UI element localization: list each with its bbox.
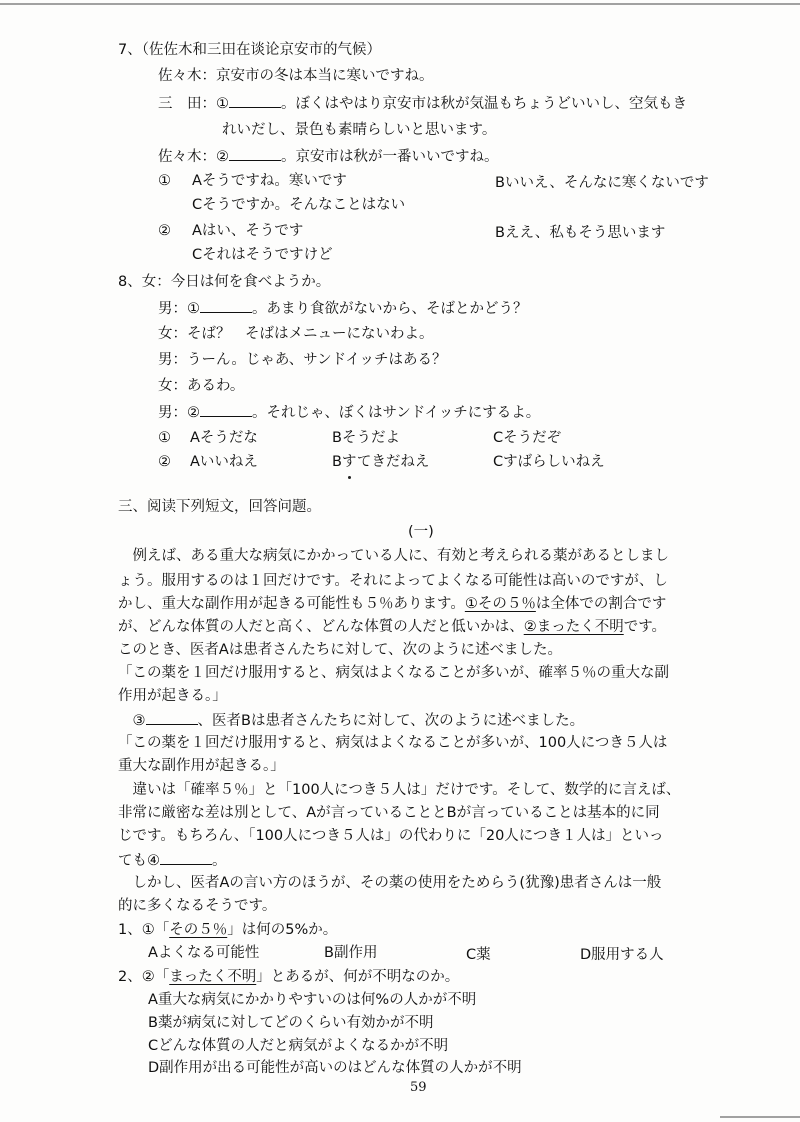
passage-line: ③ 、医者Bは患者さんたちに対して、次のように述べました。 — [118, 710, 584, 731]
q8-line-5: 女：あるわ。 — [158, 378, 245, 394]
q1-option-d[interactable]: D服用する人 — [580, 947, 664, 963]
scan-speck — [348, 476, 351, 479]
answer-blank-3[interactable] — [200, 298, 252, 313]
passage-line: 「この薬を１回だけ服用すると、病気はよくなることが多いが、確率５％の重大な副 — [118, 665, 669, 681]
passage-line: 例えば、ある重大な病気にかかっている人に、有効と考えられる薬があるとしまし — [118, 548, 669, 564]
q2-option-d[interactable]: D副作用が出る可能性が高いのはどんな体質の人かが不明 — [148, 1060, 522, 1076]
question-1-underlined: その５％ — [169, 922, 228, 938]
passage-line: しかし、医者Aの言い方のほうが、その薬の使用をためらう(犹豫)患者さんは一般 — [118, 875, 662, 891]
q7-opt2-number: ② — [158, 223, 171, 239]
passage-number: (一) — [408, 524, 434, 540]
q7-line-3: れいだし、景色も素晴らしいと思います。 — [222, 122, 497, 138]
passage-line: ても④ 。 — [118, 850, 227, 871]
q8-opt2-number: ② — [158, 454, 171, 470]
q7-line-1: 佐々木：京安市の冬は本当に寒いですね。 — [158, 68, 434, 84]
q2-option-b[interactable]: B薬が病気に対してどのくらい有効かが不明 — [148, 1015, 434, 1031]
q8-line-1: 8、女：今日は何を食べようか。 — [118, 274, 331, 290]
scan-border-top — [0, 3, 800, 5]
q2-option-a[interactable]: A重大な病気にかかりやすいのは何%の人かが不明 — [148, 992, 477, 1008]
q7-opt2-b[interactable]: Bええ、私もそう思います — [495, 225, 666, 241]
q7-opt2-c[interactable]: Cそれはそうですけど — [192, 247, 333, 263]
answer-blank-1[interactable] — [229, 93, 281, 108]
underlined-phrase-2: ②まったく不明 — [523, 619, 624, 635]
q7-title: 7、（佐佐木和三田在谈论京安市的气候） — [118, 42, 381, 58]
answer-blank-4[interactable] — [200, 402, 252, 417]
q7-line-2: 三 田：① 。ぼくはやはり京安市は秋が気温もちょうどいいし、空気もき — [158, 93, 687, 114]
q1-option-c[interactable]: C薬 — [466, 947, 491, 963]
passage-line: 的に多くなるそうです。 — [118, 898, 277, 914]
answer-blank-6[interactable] — [160, 850, 212, 865]
q8-line-2: 男：① 。あまり食欲がないから、そばとかどう？ — [158, 298, 528, 319]
q2-option-c[interactable]: Cどんな体質の人だと病気がよくなるかが不明 — [148, 1038, 449, 1054]
q7-opt1-c[interactable]: Cそうですか。そんなことはない — [192, 197, 406, 213]
scan-border-bottom — [720, 1116, 800, 1118]
passage-line: ょう。服用するのは１回だけです。それによってよくなる可能性は高いのですが、し — [118, 573, 668, 589]
q8-line-6: 男：② 。それじゃ、ぼくはサンドイッチにするよ。 — [158, 402, 540, 423]
q1-option-b[interactable]: B副作用 — [324, 945, 378, 961]
answer-blank-2[interactable] — [229, 146, 281, 161]
q8-opt2-a[interactable]: Aいいねえ — [190, 454, 258, 470]
page-number: 59 — [410, 1080, 427, 1095]
q7-opt1-number: ① — [158, 173, 171, 189]
q8-opt1-c[interactable]: Cそうだぞ — [493, 430, 562, 446]
q8-opt1-a[interactable]: Aそうだな — [190, 430, 258, 446]
passage-line: 「この薬を１回だけ服用すると、病気はよくなることが多いが、100人につき５人は — [118, 735, 668, 751]
q8-line-3: 女：そば？ そばはメニューにないわよ。 — [158, 326, 434, 342]
question-2: 2、②「まったく不明」とあるが、何が不明なのか。 — [118, 969, 460, 985]
q7-line-4: 佐々木：② 。京安市は秋が一番いいですね。 — [158, 146, 499, 167]
q7-opt1-b[interactable]: Bいいえ、そんなに寒くないです — [495, 175, 709, 191]
q1-option-a[interactable]: Aよくなる可能性 — [148, 945, 260, 961]
passage-line: 違いは「確率５％」と「100人につき５人は」だけです。そして、数学的に言えば、 — [118, 782, 681, 798]
passage-line: かし、重大な副作用が起きる可能性も５％あります。①その５％は全体での割合です — [118, 596, 667, 612]
passage-line: 重大な副作用が起きる。」 — [118, 758, 285, 774]
passage-line: 作用が起きる。」 — [118, 688, 227, 704]
answer-blank-5[interactable] — [146, 710, 198, 725]
passage-line: このとき、医者Aは患者さんたちに対して、次のように述べました。 — [118, 642, 563, 658]
passage-line: が、どんな体質の人だと高く、どんな体質の人だと低いかは、②まったく不明です。 — [118, 619, 667, 635]
q7-opt2-a[interactable]: Aはい、そうです — [192, 223, 304, 239]
q8-opt1-b[interactable]: Bそうだよ — [332, 430, 400, 446]
question-1: 1、①「その５％」は何の5%か。 — [118, 922, 338, 938]
q7-opt1-a[interactable]: Aそうですね。寒いです — [192, 173, 347, 189]
passage-line: じです。もちろん、「100人につき５人は」の代わりに「20人につき１人は」といっ — [118, 828, 664, 844]
q8-opt2-c[interactable]: Cすばらしいねえ — [493, 454, 605, 470]
q8-line-4: 男：うーん。じゃあ、サンドイッチはある？ — [158, 352, 447, 368]
q8-opt1-number: ① — [158, 430, 171, 446]
q8-opt2-b[interactable]: Bすてきだねえ — [332, 454, 430, 470]
section-heading: 三、阅读下列短文，回答问题。 — [118, 499, 321, 515]
passage-line: 非常に厳密な差は別として、Aが言っていることとBが言っていることは基本的に同 — [118, 805, 660, 821]
question-2-underlined: まったく不明 — [169, 969, 257, 985]
underlined-phrase-1: ①その５％ — [464, 596, 536, 612]
